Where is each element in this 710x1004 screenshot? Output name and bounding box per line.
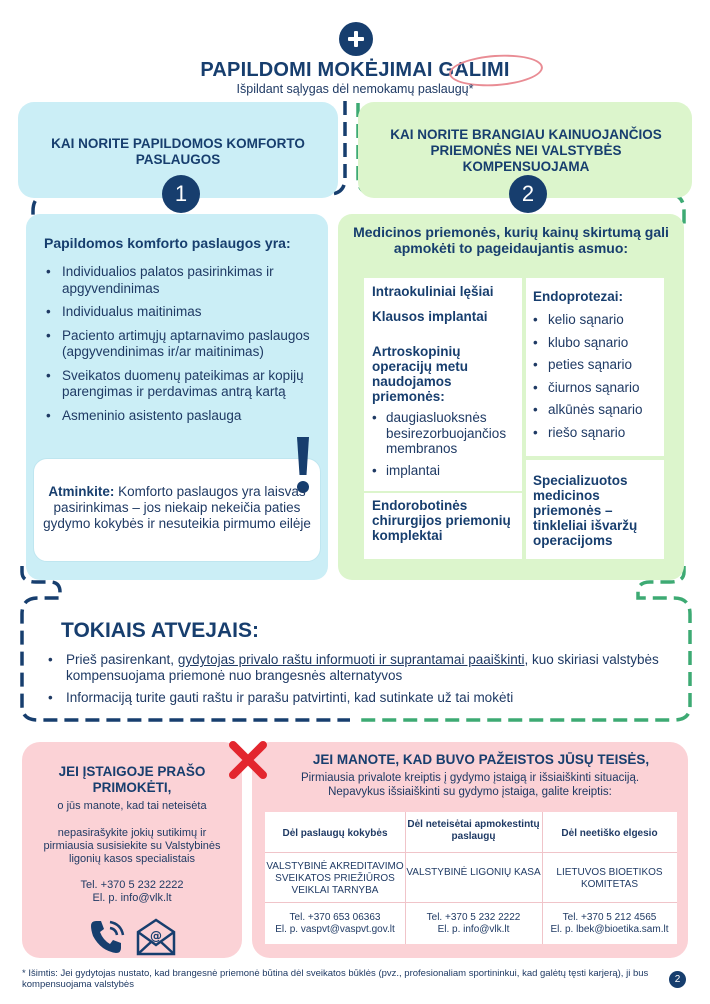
payment-request-subtitle: o jūs manote, kad tai neteisėta [57,800,207,812]
option-2-number: 2 [509,175,547,213]
list-item: • kelio sąnario [533,312,661,328]
close-x-icon [228,740,268,780]
table-org-cell: VALSTYBINĖ AKREDITAVIMO SVEIKATOS PRIEŽIŪROS VEIKLAI TARNYBA [266,861,404,896]
case-text-end: , kuo skiriasi valstybės kompensuojama priemonė nuo brangesnės alternatyvos [66,652,659,683]
case-text-underlined: gydytojas privalo raštu informuoti ir suprantamai paaiškinti [177,652,525,667]
mail-icon [134,918,178,956]
list-item: • klubo sąnario [533,335,661,351]
note-body: Komforto paslaugos yra laisvas pasirinkimas – jos niekaip nekeičia paties gydymo kokybės ir nesuteikia pirmumo eilėje [43,484,311,531]
list-item: • peties sąnario [533,357,661,373]
table-header-cell: Dėl neetiško elgesio [561,828,658,839]
list-item: • daugiasluoksnės besirezorbuojančios membranos [372,410,520,457]
plus-icon [339,22,373,56]
list-item: • Sveikatos duomenų pateikimas ar kopijų parengimas ir perdavimas antrą kartą [44,368,314,401]
phone-icon [88,918,126,956]
list-item: • čiurnos sąnario [533,380,661,396]
list-item: • Informaciją turite gauti raštu ir parašu patvirtinti, kad sutinkate už tai mokėti [46,690,666,706]
table-divider [265,852,677,853]
option-2-label: KAI NORITE BRANGIAU KAINUOJANČIOS PRIEMONĖS NEI VALSTYBĖS KOMPENSUOJAMA [390,127,662,174]
svg-text:@: @ [150,929,162,943]
endoprosthesis-title: Endoprotezai: [533,289,623,304]
list-item: • implantai [372,463,520,479]
list-item: • alkūnės sąnario [533,402,661,418]
specialized-title: Specializuotos medicinos priemonės – tinkleliai išvaržų operacijoms [533,473,638,548]
robotic-title: Endorobotinės chirurgijos priemonių komplektai [372,498,511,543]
list-item: • riešo sąnario [533,425,661,441]
contact-email: El. p. info@vlk.lt [92,892,172,904]
list-item: • Individualus maitinimas [44,304,314,321]
arthroscopic-list [372,410,520,484]
contact-phone: Tel. +370 653 06363 [289,912,381,923]
table-org-cell: VALSTYBINĖ LIGONIŲ KASA [406,867,541,878]
table-org-cell: LIETUVOS BIOETIKOS KOMITETAS [556,867,663,890]
contact-phone: Tel. +370 5 232 2222 [426,912,521,923]
contact-email: El. p. lbek@bioetika.sam.lt [550,924,669,935]
contact-email: El. p. vaspvt@vaspvt.gov.lt [275,924,395,935]
arthroscopic-title: Artroskopinių operacijų metu naudojamos priemonės: [372,344,469,404]
table-divider [265,902,677,903]
contact-email: El. p. info@vlk.lt [437,924,510,935]
page-number: 2 [669,971,686,988]
case-text-start: Prieš pasirenkant, [66,652,178,667]
table-header-cell: Dėl neteisėtai apmokestintų paslaugų [407,819,540,842]
intraocular-title: Intraokuliniai lęšiai [372,284,494,299]
table-contact-cell [405,912,542,936]
list-item: • Asmeninio asistento paslauga [44,408,314,425]
table-contact-cell [265,912,405,936]
cases-heading: TOKIAIS ATVEJAIS: [61,619,259,642]
option-1-number: 1 [162,175,200,213]
list-item [46,652,666,684]
devices-heading: Medicinos priemonės, kurių kainų skirtumą gali apmokėti to pageidaujantis asmuo: [353,224,669,256]
table-contact-cell [542,912,677,936]
contact-phone: Tel. +370 5 212 4565 [562,912,657,923]
option-1-label: KAI NORITE PAPILDOMOS KOMFORTO PASLAUGOS [51,136,305,167]
hearing-title: Klausos implantai [372,309,488,324]
endoprosthesis-list [533,312,661,447]
note-label: Atminkite: [48,484,115,499]
cases-list [46,652,666,712]
payment-request-body: nepasirašykite jokių sutikimų ir pirmiausia susisiekite su Valstybinės ligonių kasos specialistais [43,827,221,865]
footnote: * Išimtis: Jei gydytojas nustato, kad brangesnė priemonė būtina dėl sveikatos būklės (pvz., profesionaliam sportininkui, kad galėtų tęsti karjerą), ji bus kompensuojama valstybės [22,968,649,990]
comfort-heading: Papildomos komforto paslaugos yra: [44,235,291,251]
comfort-list [44,264,314,431]
list-item: • Individualios palatos pasirinkimas ir apgyvendinimas [44,264,314,297]
contact-phone: Tel. +370 5 232 2222 [80,879,184,891]
note-text [40,484,314,532]
page-subtitle: Išpildant sąlygas dėl nemokamų paslaugų* [236,82,474,96]
rights-subtitle [270,772,670,799]
table-header-cell: Dėl paslaugų kokybės [282,828,388,839]
rights-subtitle-line: Pirmiausia privalote kreiptis į gydymo įstaigą ir išsiaiškinti situaciją. [300,772,640,784]
payment-request-contacts [32,879,232,905]
list-item: • Paciento artimųjų aptarnavimo paslaugos (apgyvendinimas ir/ar maitinimas) [44,328,314,361]
page-title: PAPILDOMI MOKĖJIMAI GALIMI [200,59,510,81]
payment-request-title: JEI ĮSTAIGOJE PRAŠO PRIMOKĖTI, [58,764,206,795]
rights-subtitle-line: Nepavykus išsiaiškinti su gydymo įstaiga, galite kreiptis: [328,785,612,798]
rights-title: JEI MANOTE, KAD BUVO PAŽEISTOS JŪSŲ TEISĖS, [312,752,650,767]
